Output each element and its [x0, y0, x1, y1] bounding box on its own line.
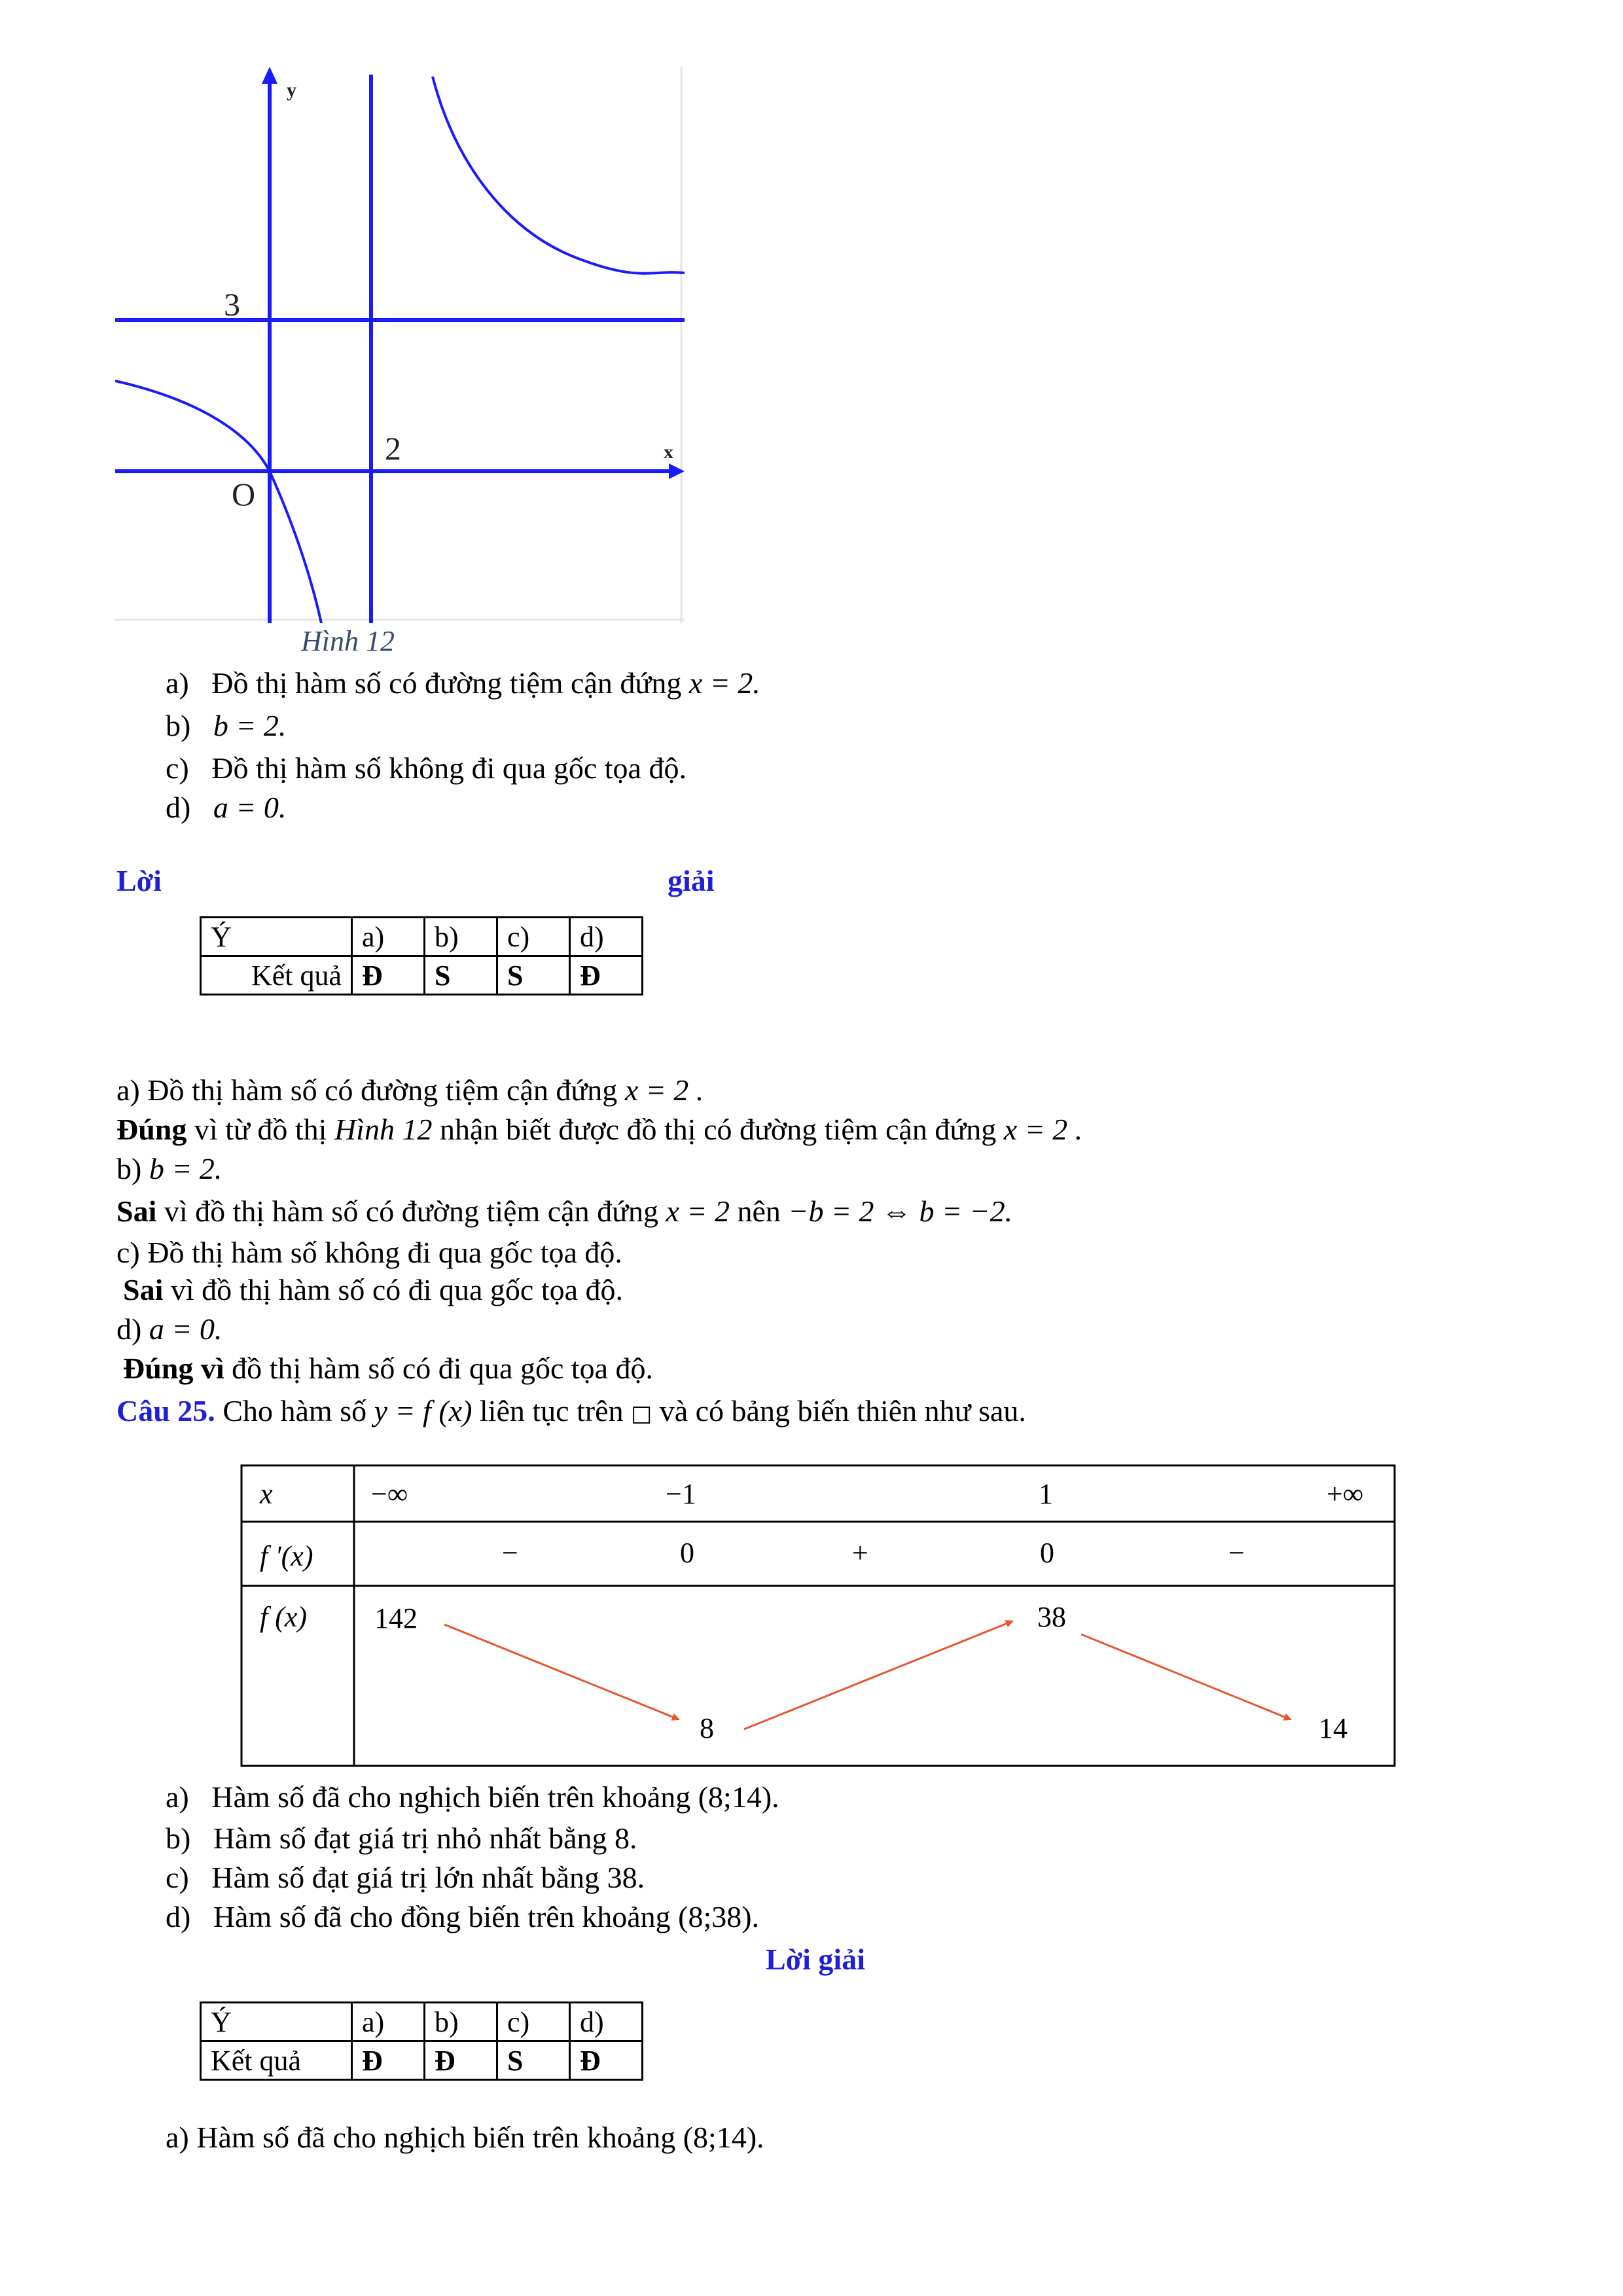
table-header-y: Ý	[201, 918, 352, 956]
q25-option-d: d) Hàm số đã cho đồng biến trên khoảng (8;38).	[166, 1900, 760, 1933]
bbt-fp-4: −	[1228, 1537, 1245, 1569]
table-header-y: Ý	[201, 2003, 352, 2041]
tick-label-3: 3	[224, 286, 240, 323]
q24-option-c: c) Đồ thị hàm số không đi qua gốc tọa độ.	[166, 751, 687, 785]
table-header-d: d)	[570, 918, 643, 956]
bbt-f-0: 142	[374, 1602, 418, 1634]
variation-table	[240, 1464, 1396, 1767]
bbt-arrow-down-2	[1081, 1634, 1291, 1719]
q25-stem: Câu 25. Cho hàm số y = f (x) liên tục trên □ và có bảng biến thiên như sau.	[116, 1394, 1026, 1427]
bbt-x-head: x	[260, 1478, 273, 1510]
bbt-x-1: −1	[666, 1478, 696, 1510]
table-row-label: Kết quả	[201, 2041, 352, 2080]
result-a: Đ	[352, 956, 425, 995]
q25-solution-a: a) Hàm số đã cho nghịch biến trên khoảng (8;14).	[166, 2121, 764, 2154]
sol-b-head: b) b = 2.	[116, 1152, 223, 1185]
table-header-c: c)	[497, 918, 570, 956]
origin-label: O	[232, 476, 256, 512]
result-b: S	[425, 956, 497, 995]
bbt-f-3: 14	[1319, 1712, 1347, 1744]
sol-a-head: a) Đồ thị hàm số có đường tiệm cận đứng x = 2 .	[116, 1073, 704, 1107]
bbt-arrow-up	[744, 1621, 1012, 1729]
bbt-fp-2: +	[852, 1537, 868, 1569]
table-header-a: a)	[352, 918, 425, 956]
sol-d-body: Đúng vì đồ thị hàm số có đi qua gốc tọa độ.	[123, 1352, 654, 1385]
bbt-x-0: −∞	[371, 1478, 408, 1510]
result-b: Đ	[425, 2041, 497, 2080]
q25-option-c: c) Hàm số đạt giá trị lớn nhất bằng 38.	[166, 1861, 645, 1894]
sol-d-head: d) a = 0.	[116, 1312, 223, 1346]
q25-option-a: a) Hàm số đã cho nghịch biến trên khoảng (8;14).	[166, 1780, 779, 1814]
result-c: S	[497, 956, 570, 995]
bbt-f-1: 8	[700, 1712, 714, 1744]
table-header-b: b)	[425, 2003, 497, 2041]
sol-c-head: c) Đồ thị hàm số không đi qua gốc tọa độ.	[116, 1236, 622, 1269]
q24-option-b: b) b = 2.	[166, 709, 287, 742]
q25-loi-giai: Lời giải	[766, 1943, 865, 1976]
result-a: Đ	[352, 2041, 425, 2080]
sol-c-body: Sai vì đồ thị hàm số có đi qua gốc tọa độ.	[123, 1273, 624, 1306]
y-axis-label: y	[287, 79, 296, 101]
q24-result-table	[200, 916, 643, 996]
q25-result-table	[200, 2001, 643, 2081]
table-header-c: c)	[497, 2003, 570, 2041]
bbt-arrow-down-1	[444, 1624, 679, 1719]
figure-caption: Hình 12	[301, 625, 395, 657]
table-header-b: b)	[425, 918, 497, 956]
table-header-a: a)	[352, 2003, 425, 2041]
result-c: S	[497, 2041, 570, 2080]
tick-label-2: 2	[385, 430, 401, 467]
bbt-fp-0: −	[502, 1537, 518, 1569]
x-axis-label: x	[664, 441, 673, 463]
bbt-x-3: +∞	[1327, 1478, 1364, 1510]
loi-giai-right: giải	[668, 864, 715, 897]
result-d: Đ	[570, 2041, 643, 2080]
sol-b-body: Sai vì đồ thị hàm số có đường tiệm cận đứng x = 2 nên −b = 2 ⇔ b = −2.	[116, 1194, 1013, 1228]
q24-option-a: a) Đồ thị hàm số có đường tiệm cận đứng x = 2.	[166, 666, 760, 700]
bbt-f-head: f (x)	[260, 1601, 308, 1633]
result-d: Đ	[570, 956, 643, 995]
loi-giai-left: Lời	[116, 864, 162, 897]
bbt-fp-1: 0	[680, 1537, 694, 1569]
bbt-fprime-head: f '(x)	[260, 1540, 313, 1572]
bbt-f-2: 38	[1037, 1601, 1066, 1633]
q24-option-d: d) a = 0.	[166, 791, 287, 824]
table-header-d: d)	[570, 2003, 643, 2041]
bbt-x-2: 1	[1039, 1478, 1053, 1510]
asymptote-graph	[115, 67, 685, 623]
q25-option-b: b) Hàm số đạt giá trị nhỏ nhất bằng 8.	[166, 1821, 637, 1855]
table-row-label: Kết quả	[201, 956, 352, 995]
bbt-fp-3: 0	[1040, 1537, 1054, 1569]
sol-a-body: Đúng vì từ đồ thị Hình 12 nhận biết được đồ thị có đường tiệm cận đứng x = 2 .	[116, 1113, 1083, 1146]
